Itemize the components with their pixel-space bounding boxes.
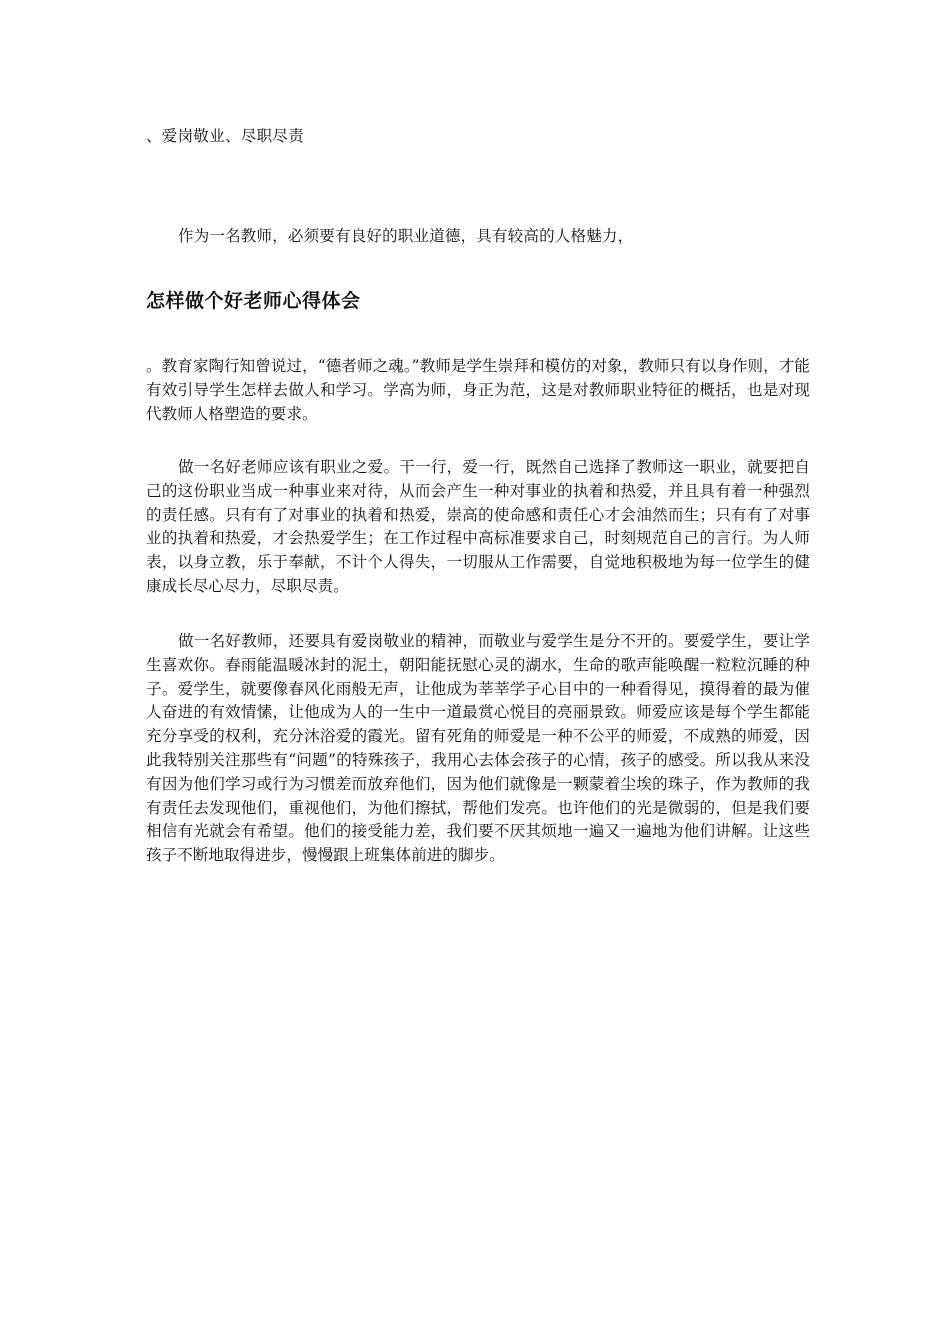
paragraph-3: 做一名好教师，还要具有爱岗敬业的精神，而敬业与爱学生是分不开的。要爱学生，要让学生喜欢你。春雨能温暖冰封的泥土，朝阳能抚慰心灵的湖水，生命的歌声能唤醒一粒粒沉睡的种子。爱学生，就要像春风化雨般无声，让他成为莘莘学子心目中的一种看得见，摸得着的最为催人奋进的有效情愫，让他成为人的一生中一道最赏心悦目的亮丽景致。师爱应该是每个学生都能充分享受的权利，充分沐浴爱的霞光。留有死角的师爱是一种不公平的师爱，不成熟的师爱，因此我特别关注那些有“问题”的特殊孩子，我用心去体会孩子的心情，孩子的感受。所以我从来没有因为他们学习或行为习惯差而放弃他们，因为他们就像是一颗蒙着尘埃的珠子，作为教师的我有责任去发现他们，重视他们，为他们擦拭，帮他们发亮。也许他们的光是微弱的，但是我们要相信有光就会有希望。他们的接受能力差，我们要不厌其烦地一遍又一遍地为他们讲解。让这些孩子不断地取得进步，慢慢跟上班集体前进的脚步。: [146, 632, 810, 865]
document-title: 怎样做个好老师心得体会: [146, 290, 361, 312]
section-fragment: 、爱岗敬业、尽职尽责: [146, 127, 305, 145]
paragraph-1: 。教育家陶行知曾说过，“德者师之魂。”教师是学生崇拜和模仿的对象，教师只有以身作则，才能有效引导学生怎样去做人和学习。学高为师，身正为范，这是对教师职业特征的概括，也是对现代教师人格塑造的要求。: [146, 357, 810, 423]
intro-sentence: 作为一名教师，必须要有良好的职业道德，具有较高的人格魅力，: [178, 227, 634, 245]
paragraph-2: 做一名好老师应该有职业之爱。干一行，爱一行，既然自己选择了教师这一职业，就要把自己的这份职业当成一种事业来对待，从而会产生一种对事业的执着和热爱，并且具有着一种强烈的责任感。只有有了对事业的执着和热爱，崇高的使命感和责任心才会油然而生；只有有了对事业的执着和热爱，才会热爱学生；在工作过程中高标准要求自己，时刻规范自己的言行。为人师表，以身立教，乐于奉献，不计个人得失，一切服从工作需要，自觉地积极地为每一位学生的健康成长尽心尽力，尽职尽责。: [146, 458, 810, 595]
